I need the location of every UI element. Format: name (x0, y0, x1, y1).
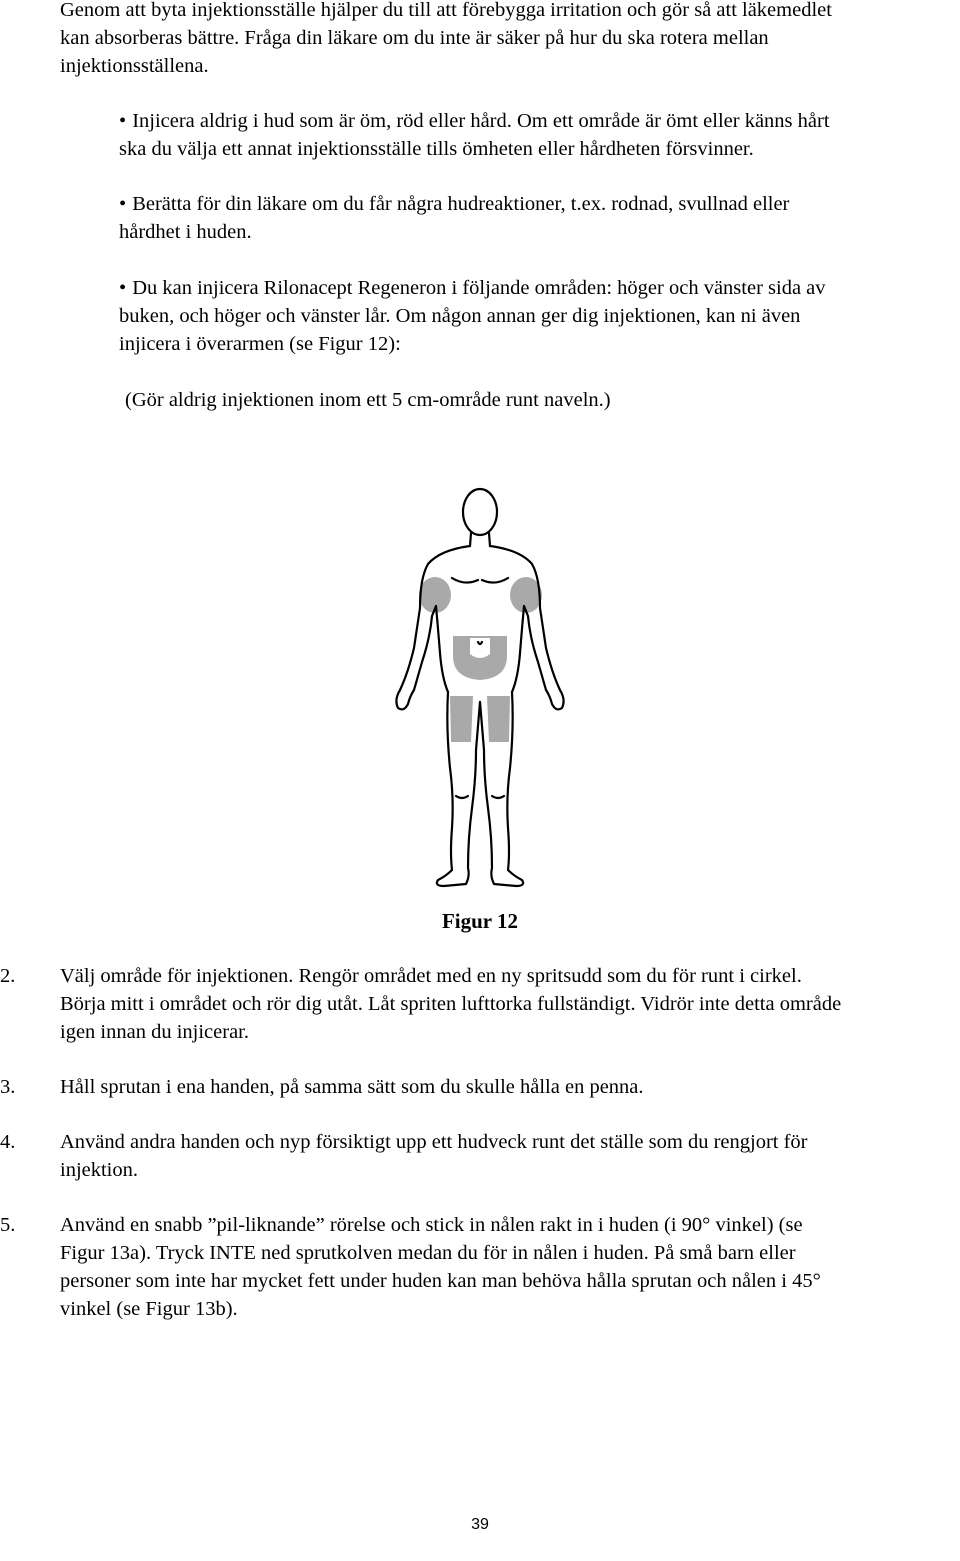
bullet-1-line-2: ska du välja ett annat injektionsställe tills ömheten eller hårdheten försvinner. (119, 138, 754, 160)
figure-caption: Figur 12 (441, 909, 519, 933)
bullet-2-line-2: hårdhet i huden. (119, 221, 252, 243)
step-4-line-2: injektion. (60, 1159, 139, 1181)
intro-line-2: kan absorberas bättre. Fråga din läkare om du inte är säker på hur du ska rotera mellan (60, 27, 769, 49)
intro-line-3: injektionsställena. (60, 55, 209, 77)
bullet-item-1 (119, 107, 830, 135)
step-5-line-1: Använd en snabb ”pil-liknande” rörelse och stick in nålen rakt in i huden (i 90° vinkel) (se (60, 1214, 803, 1236)
step-2-number: 2. (0, 965, 16, 987)
step-4-line-1: Använd andra handen och nyp försiktigt upp ett hudveck runt det ställe som du rengjort för (60, 1131, 808, 1153)
step-5-line-2: Figur 13a). Tryck INTE ned sprutkolven medan du för in nålen i huden. På små barn eller (60, 1242, 796, 1264)
bullet-item-2 (119, 190, 789, 218)
step-2-line-1: Välj område för injektionen. Rengör området med en ny spritsudd som du för runt i cirkel. (60, 965, 802, 987)
zone-left-thigh (450, 696, 473, 742)
bullet-icon: • (119, 193, 127, 215)
bullet-3-line-2: buken, och höger och vänster lår. Om någon annan ger dig injektionen, kan ni även (119, 305, 801, 327)
step-5-number: 5. (0, 1214, 16, 1236)
bullet-icon: • (119, 277, 127, 299)
body-outline-illustration (370, 478, 590, 898)
page-number: 39 (471, 1516, 489, 1533)
intro-line-1: Genom att byta injektionsställe hjälper du till att förebygga irritation och gör så att läkemedlet (60, 0, 832, 21)
step-5-line-3: personer som inte har mycket fett under huden kan man behöva hålla sprutan och nålen i 45° (60, 1270, 821, 1292)
body-outline (396, 489, 563, 886)
step-2-line-2: Börja mitt i området och rör dig utåt. Låt spriten lufttorka fullständigt. Vidrör inte detta område (60, 993, 842, 1015)
bullet-icon: • (119, 110, 127, 132)
zone-right-thigh (487, 696, 510, 742)
zone-abdomen (453, 636, 507, 680)
bullet-1-line-1: Injicera aldrig i hud som är öm, röd eller hård. Om ett område är ömt eller känns hårt (132, 110, 830, 132)
bullet-3-line-1: Du kan injicera Rilonacept Regeneron i följande områden: höger och vänster sida av (132, 277, 826, 299)
step-3-line-1: Håll sprutan i ena handen, på samma sätt som du skulle hålla en penna. (60, 1076, 644, 1098)
body-figure (370, 478, 590, 898)
step-4-number: 4. (0, 1131, 16, 1153)
navel-note: (Gör aldrig injektionen inom ett 5 cm-område runt naveln.) (125, 389, 611, 411)
bullet-item-3 (119, 274, 826, 302)
step-2-line-3: igen innan du injicerar. (60, 1021, 249, 1043)
step-5-line-4: vinkel (se Figur 13b). (60, 1298, 238, 1320)
bullet-2-line-1: Berätta för din läkare om du får några hudreaktioner, t.ex. rodnad, svullnad eller (132, 193, 790, 215)
bullet-3-line-3: injicera i överarmen (se Figur 12): (119, 333, 401, 355)
step-3-number: 3. (0, 1076, 16, 1098)
